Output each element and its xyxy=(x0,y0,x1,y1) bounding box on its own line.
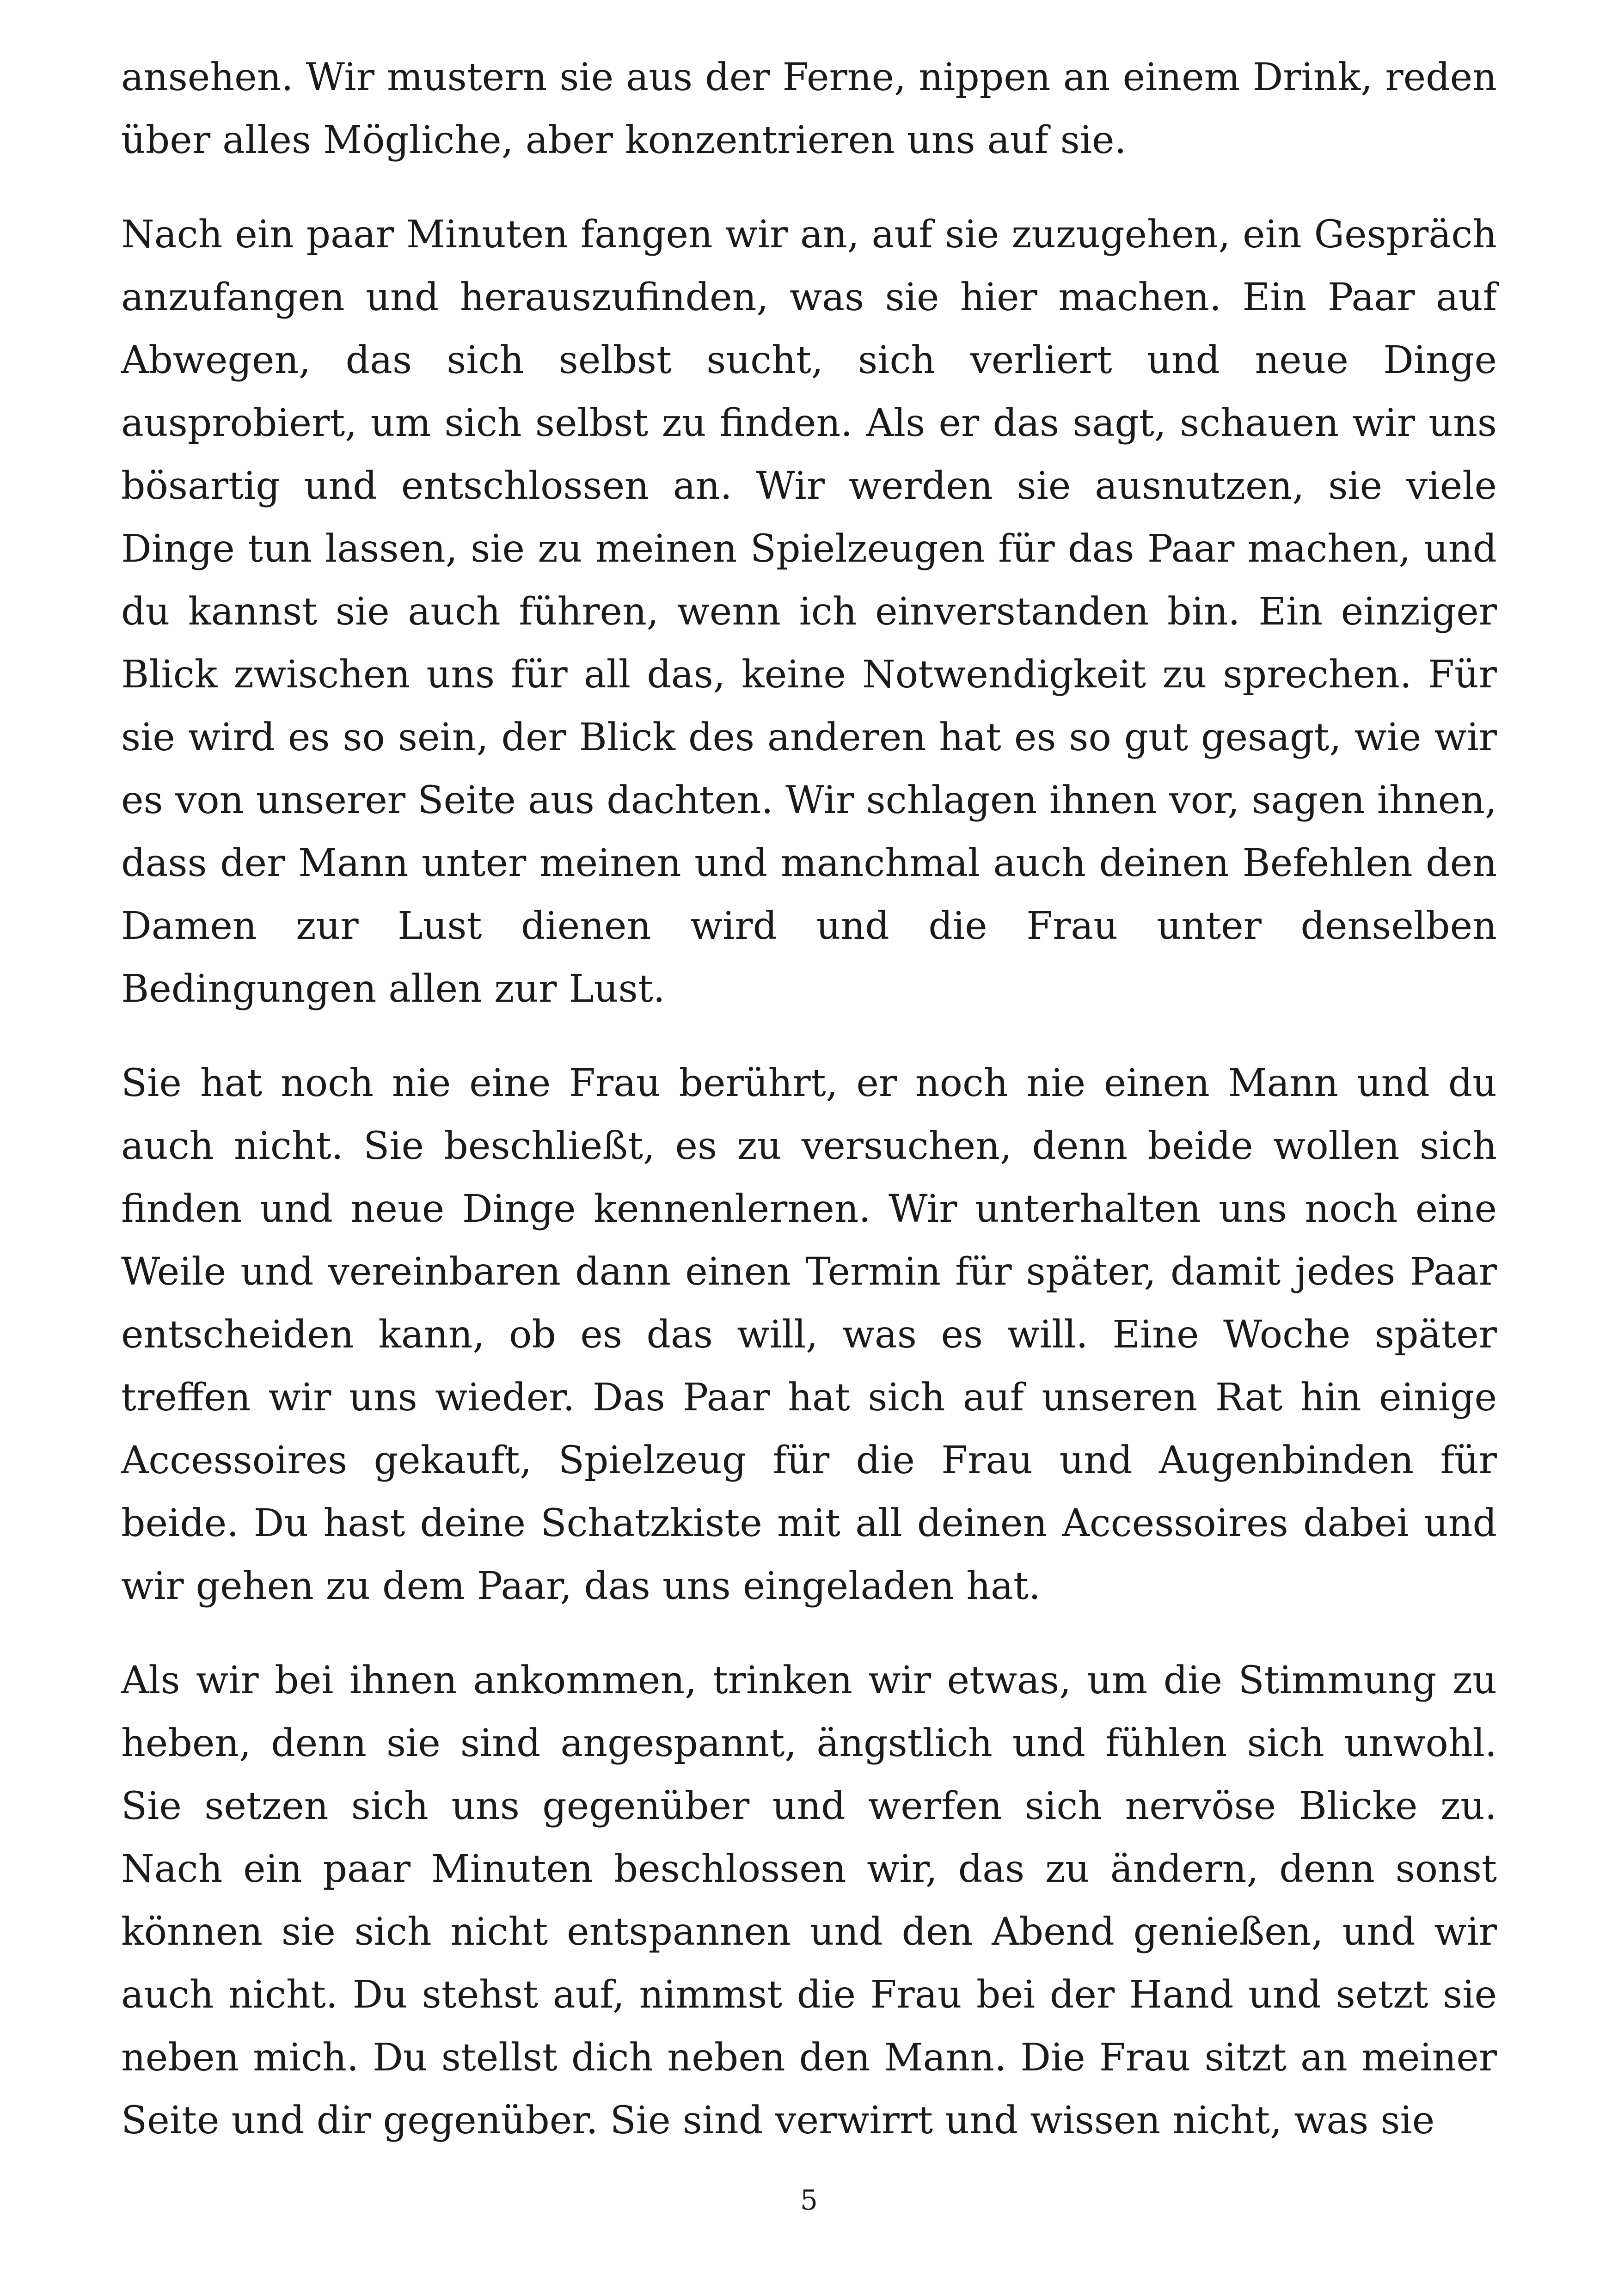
paragraph-4: Als wir bei ihnen ankommen, trinken wir etwas, um die Stimmung zu heben, denn sie sind angespannt, ängstlich und fühlen sich unwohl. Sie setzen sich uns gegenüber und werfen sich nervöse Blicke zu. Nach ein paar Minuten beschlossen wir, das zu ändern, denn sonst können sie sich nicht entspannen und den Abend genießen, und wir auch nicht. Du stehst auf, nimmst die Frau bei der Hand und setzt sie neben mich. Du stellst dich neben den Mann. Die Frau sitzt an meiner Seite und dir gegenüber. Sie sind verwirrt und wissen nicht, was sie xyxy=(121,1659,1497,2143)
paragraph-1: ansehen. Wir mustern sie aus der Ferne, nippen an einem Drink, reden über alles Mögliche, aber konzentrieren uns auf sie. xyxy=(121,55,1497,162)
body-text xyxy=(121,46,1497,2184)
page-number: 5 xyxy=(800,2184,818,2216)
paragraph-3: Sie hat noch nie eine Frau berührt, er noch nie einen Mann und du auch nicht. Sie beschließt, es zu versuchen, denn beide wollen sich finden und neue Dinge kennenlernen. Wir unterhalten uns noch eine Weile und vereinbaren dann einen Termin für später, damit jedes Paar entscheiden kann, ob es das will, was es will. Eine Woche später treffen wir uns wieder. Das Paar hat sich auf unseren Rat hin einige Accessoires gekauft, Spielzeug für die Frau und Augenbinden für beide. Du hast deine Schatzkiste mit all deinen Accessoires dabei und wir gehen zu dem Paar, das uns eingeladen hat. xyxy=(121,1061,1497,1608)
paragraph-2: Nach ein paar Minuten fangen wir an, auf sie zuzugehen, ein Gespräch anzufangen und herauszufinden, was sie hier machen. Ein Paar auf Abwegen, das sich selbst sucht, sich verliert und neue Dinge ausprobiert, um sich selbst zu finden. Als er das sagt, schauen wir uns bösartig und entschlossen an. Wir werden sie ausnutzen, sie viele Dinge tun lassen, sie zu meinen Spielzeugen für das Paar machen, und du kannst sie auch führen, wenn ich einverstanden bin. Ein einziger Blick zwischen uns für all das, keine Notwendigkeit zu sprechen. Für sie wird es so sein, der Blick des anderen hat es so gut gesagt, wie wir es von unserer Seite aus dachten. Wir schlagen ihnen vor, sagen ihnen, dass der Mann unter meinen und manchmal auch deinen Befehlen den Damen zur Lust dienen wird und die Frau unter denselben Bedingungen allen zur Lust. xyxy=(121,213,1497,1011)
